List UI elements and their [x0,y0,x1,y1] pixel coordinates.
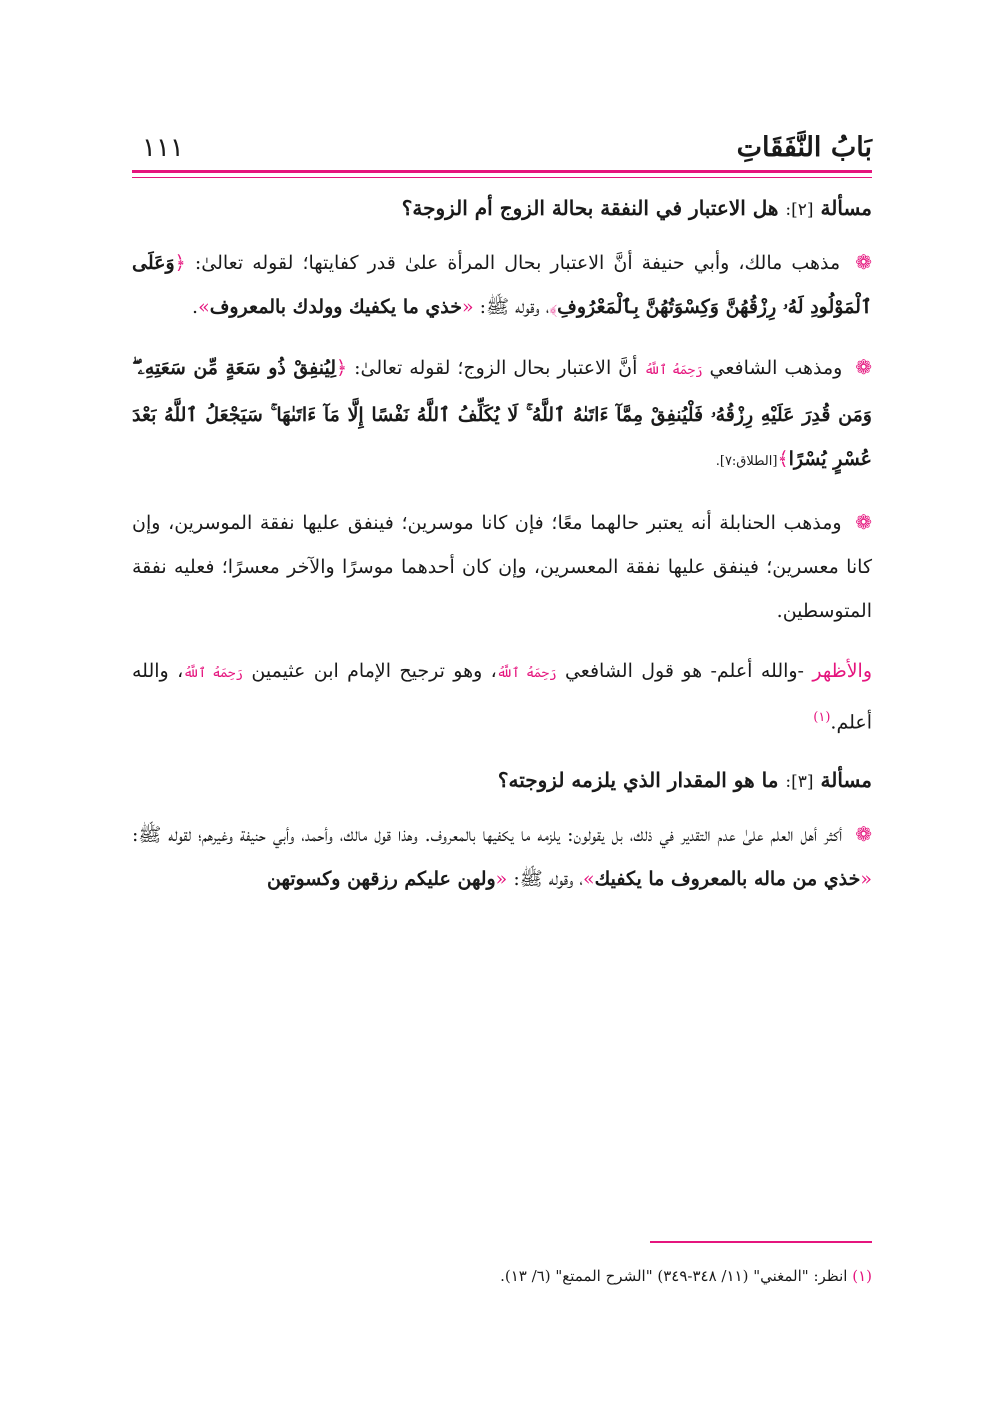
hadith-text: ولهن عليكم رزقهن وكسوتهن [266,868,496,891]
paragraph-text: ، وهو ترجيح الإمام ابن عثيمين [251,660,497,682]
hadith-text: خذي من ماله بالمعروف ما يكفيك [594,868,861,891]
question-text: ما هو المقدار الذي يلزمه لزوجته؟ [497,768,779,793]
page-body [132,188,872,917]
paragraph-preferred-view [132,649,872,744]
header-rule-thin [132,177,872,178]
hadith-quote-open: « [860,868,872,891]
flower-icon: ❁ [855,250,873,274]
paragraph-text: أكثر أهل العلم علىٰ عدم التقدير في ذلك، بل يقولون: يلزمه ما يكفيها بالمعروف. وهذا قول مالك، وأحمد، وأبي حنيفة وغيرهم؛ لقوله ﷺ: [132,824,843,847]
question-heading-2 [132,188,872,230]
header-rule [132,170,872,173]
footnote [132,1262,872,1290]
paragraph-majority-view [132,812,872,901]
hadith-text: خذي ما يكفيك وولدك بالمعروف [209,296,462,318]
quran-bracket-open: ﴿ [174,252,186,274]
paragraph-text: مذهب مالك، وأبي حنيفة أنَّ الاعتبار بحال المرأة علىٰ قدر كفايتها؛ لقوله تعالىٰ: [194,252,841,274]
quran-verse: لِيُنفِقْ ذُو سَعَةٍ مِّن سَعَتِهِۦ ۖ وَمَن قُدِرَ عَلَيْهِ رِزْقُهُۥ فَلْيُنفِقْ مِمَّآ ءَاتَىٰهُ ٱللَّهُ ۚ لَا يُكَلِّفُ ٱللَّهُ نَفْسًا إِلَّا مَآ ءَاتَىٰهَا ۚ سَيَجْعَلُ ٱللَّهُ بَعْدَ عُسْرٍ يُسْرًا [132,357,872,470]
honorific: رَحِمَهُ ٱللَّهُ [644,363,703,378]
honorific: رَحِمَهُ ٱللَّهُ [496,666,557,681]
question-heading-3 [132,760,872,802]
paragraph-text: ، وقوله ﷺ: [479,296,550,318]
footnote-marker[interactable]: (١) [813,710,831,725]
paragraph-maliki-hanafi [132,240,872,329]
honorific: رَحِمَهُ ٱللَّهُ [183,666,244,681]
question-number: [٢]: [785,200,814,220]
flower-icon: ❁ [855,510,872,534]
hadith-quote-close: » [198,296,210,318]
question-label: مسألة [820,768,872,793]
hadith-quote-close: » [583,868,595,891]
quran-verse: وَعَلَى ٱلْمَوْلُودِ لَهُۥ رِزْقُهُنَّ وَكِسْوَتُهُنَّ بِٱلْمَعْرُوفِ [132,252,872,318]
paragraph-text: ومذهب الحنابلة أنه يعتبر حالهما معًا؛ فإن كانا موسرين؛ فينفق عليها نفقة الموسرين، وإن كانا معسرين؛ فينفق عليها نفقة المعسرين، وإن كان أحدهما موسرًا والآخر معسرًا؛ فعليه نفقة المتوسطين. [132,512,872,622]
preferred-label: والأظهر [812,660,873,682]
paragraph-text: أنَّ الاعتبار بحال الزوج؛ لقوله تعالىٰ: [354,357,638,379]
page-number: ١١١ [142,133,184,163]
hadith-quote-open: « [462,296,474,318]
quran-bracket-close: ﴾ [777,448,789,470]
footnote-text: انظر: "المغني" (١١/ ٣٤٨-٣٤٩) "الشرح الممتع" (٦/ ١٣). [500,1267,848,1285]
flower-icon: ❁ [855,355,872,379]
paragraph-text: ، وقوله ﷺ: [513,868,584,891]
paragraph-text: ، والله أعلم. [132,660,872,734]
paragraph-text: -والله أعلم- هو قول الشافعي [564,660,804,682]
question-label: مسألة [820,196,872,220]
footnote-number: (١) [852,1267,872,1285]
flower-icon: ❁ [855,822,872,847]
paragraph-shafii [132,345,872,484]
paragraph-hanbali [132,500,872,633]
quran-bracket-open: ﴿ [336,357,348,379]
paragraph-text: ومذهب الشافعي [709,357,843,379]
chapter-title: بَابُ النَّفَقَاتِ [736,132,872,163]
hadith-quote-open: « [495,868,508,891]
footnote-separator [650,1241,872,1243]
question-number: [٣]: [785,772,814,793]
question-text: هل الاعتبار في النفقة بحالة الزوج أم الزوجة؟ [401,196,779,220]
verse-reference: [الطلاق:٧]. [715,454,778,469]
page-header [132,128,872,172]
paragraph-text: . [192,296,199,318]
quran-bracket-close: ﴾ [549,296,558,318]
